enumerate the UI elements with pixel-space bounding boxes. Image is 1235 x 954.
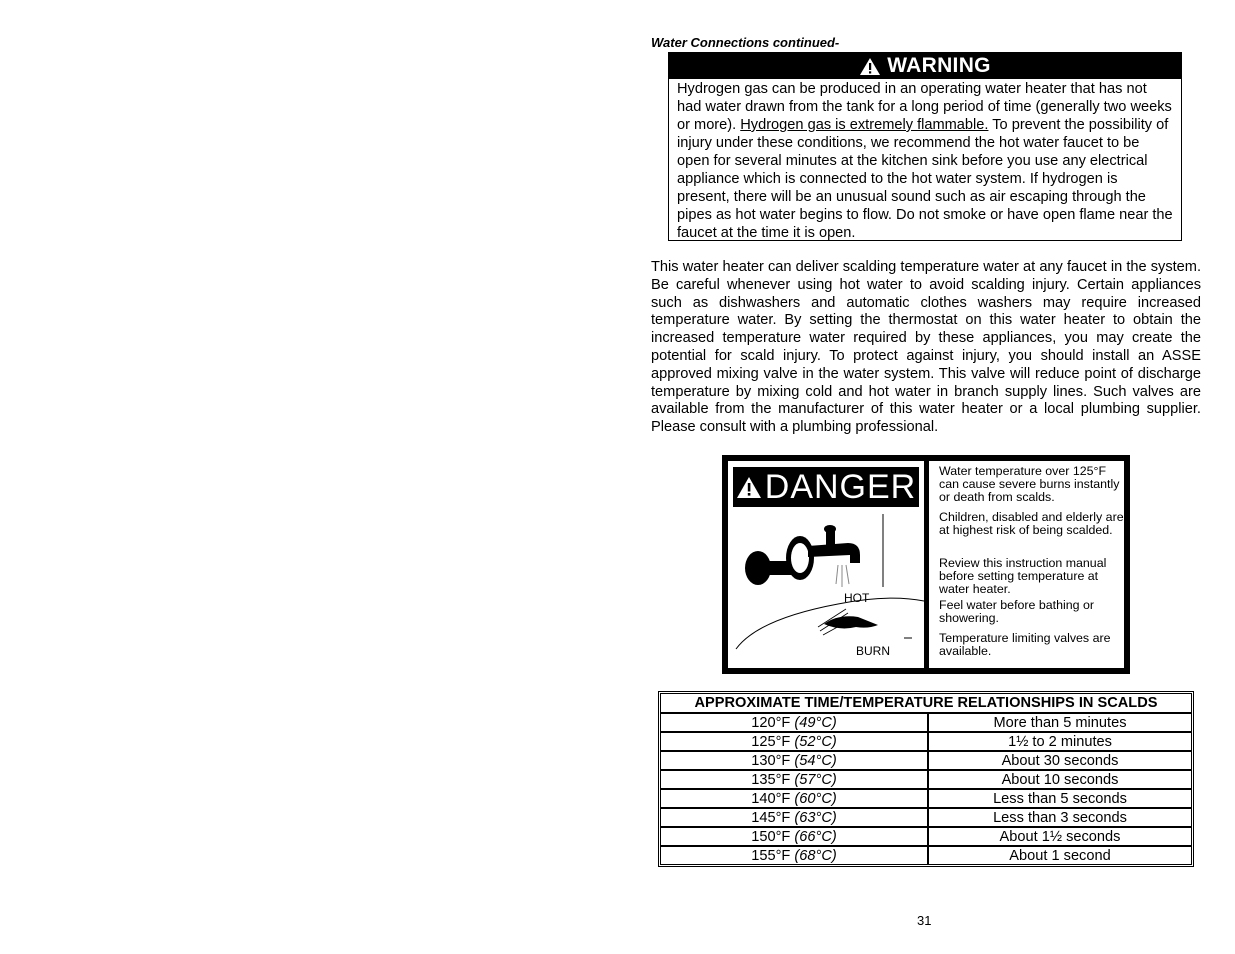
warning-header bbox=[669, 53, 1181, 79]
celsius: (57°C) bbox=[794, 771, 837, 788]
danger-banner bbox=[733, 467, 919, 507]
time-cell: 1½ to 2 minutes bbox=[928, 732, 1192, 751]
table-row bbox=[660, 732, 1192, 751]
danger-item: Children, disabled and elderly are at highest risk of being scalded. bbox=[939, 510, 1124, 537]
celsius: (49°C) bbox=[794, 714, 837, 731]
time-cell: About 1½ seconds bbox=[928, 827, 1192, 846]
temperature-cell bbox=[660, 808, 928, 827]
warning-text-part1: Hydrogen gas can be produced in an operating water heater that has not had water drawn from the tank for a long period of time (generally two weeks or more). bbox=[677, 81, 1172, 133]
danger-triangle-icon bbox=[736, 476, 762, 499]
warning-text bbox=[669, 79, 1181, 242]
faucet-burn-illustration-icon bbox=[728, 509, 924, 668]
fahrenheit: 125°F bbox=[751, 733, 795, 750]
burn-label: BURN bbox=[856, 644, 891, 658]
celsius: (63°C) bbox=[794, 809, 837, 826]
danger-item: Review this instruction manual before setting temperature at water heater. bbox=[939, 556, 1107, 596]
page-number: 31 bbox=[917, 913, 932, 928]
fahrenheit: 130°F bbox=[751, 752, 795, 769]
table-row bbox=[660, 713, 1192, 732]
warning-text-underlined: Hydrogen gas is extremely flammable. bbox=[740, 117, 989, 133]
warning-box bbox=[668, 52, 1182, 241]
table-row bbox=[660, 770, 1192, 789]
time-cell: About 10 seconds bbox=[928, 770, 1192, 789]
fahrenheit: 150°F bbox=[751, 828, 795, 845]
temperature-cell bbox=[660, 827, 928, 846]
celsius: (66°C) bbox=[794, 828, 837, 845]
hot-label: HOT bbox=[844, 591, 870, 605]
fahrenheit: 155°F bbox=[751, 847, 795, 864]
temperature-cell bbox=[660, 732, 928, 751]
table-header: APPROXIMATE TIME/TEMPERATURE RELATIONSHIPS IN SCALDS bbox=[660, 693, 1192, 713]
time-cell: Less than 5 seconds bbox=[928, 789, 1192, 808]
danger-title: DANGER bbox=[764, 467, 917, 506]
temperature-cell bbox=[660, 770, 928, 789]
danger-item: Feel water before bathing or showering. bbox=[939, 598, 1094, 625]
danger-left-panel bbox=[728, 461, 924, 668]
celsius: (60°C) bbox=[794, 790, 837, 807]
danger-right-panel bbox=[929, 461, 1124, 668]
warning-text-part2: To prevent the possibility of injury under these conditions, we recommend the hot water faucet to be open for several minutes at the kitchen sink before you use any electrical appliance which is connected to the hot water system. If hydrogen is present, there will be an unusual sound such as air escaping through the pipes as hot water begins to flow. Do not smoke or have open flame near the faucet at the time it is open. bbox=[677, 117, 1173, 241]
table-row bbox=[660, 751, 1192, 770]
table-row bbox=[660, 846, 1192, 865]
time-cell: Less than 3 seconds bbox=[928, 808, 1192, 827]
time-cell: About 1 second bbox=[928, 846, 1192, 865]
fahrenheit: 135°F bbox=[751, 771, 795, 788]
table-row bbox=[660, 789, 1192, 808]
fahrenheit: 120°F bbox=[751, 714, 795, 731]
table-row bbox=[660, 827, 1192, 846]
celsius: (52°C) bbox=[794, 733, 837, 750]
fahrenheit: 145°F bbox=[751, 809, 795, 826]
table-header-row bbox=[660, 693, 1192, 713]
temperature-cell bbox=[660, 751, 928, 770]
danger-item: Temperature limiting valves are available. bbox=[939, 631, 1111, 658]
temperature-cell bbox=[660, 789, 928, 808]
scald-paragraph: This water heater can deliver scalding temperature water at any faucet in the system. Be careful whenever using hot water to avoid scalding injury. Certain appliances such as dishwashers and automatic clothes washers may require increased temperature water. By setting the thermostat on this water heater to obtain the increased temperature water required by these appliances, you may create the potential for scald injury. To protect against injury, you should install an ASSE approved mixing valve in the water system. This valve will reduce point of discharge temperature by mixing cold and hot water in branch supply lines. Such valves are available from the manufacturer of this water heater or a local plumbing supplier. Please consult with a plumbing professional. bbox=[651, 259, 1201, 436]
danger-label bbox=[722, 455, 1130, 674]
temperature-cell bbox=[660, 713, 928, 732]
section-heading: Water Connections continued- bbox=[651, 35, 840, 50]
fahrenheit: 140°F bbox=[751, 790, 795, 807]
time-cell: About 30 seconds bbox=[928, 751, 1192, 770]
danger-item: Water temperature over 125°F can cause severe burns instantly or death from scalds. bbox=[939, 464, 1120, 504]
warning-triangle-icon bbox=[859, 57, 881, 76]
celsius: (54°C) bbox=[794, 752, 837, 769]
warning-title: WARNING bbox=[887, 54, 991, 77]
table-row bbox=[660, 808, 1192, 827]
temperature-cell bbox=[660, 846, 928, 865]
time-cell: More than 5 minutes bbox=[928, 713, 1192, 732]
scald-table bbox=[658, 691, 1194, 867]
celsius: (68°C) bbox=[794, 847, 837, 864]
